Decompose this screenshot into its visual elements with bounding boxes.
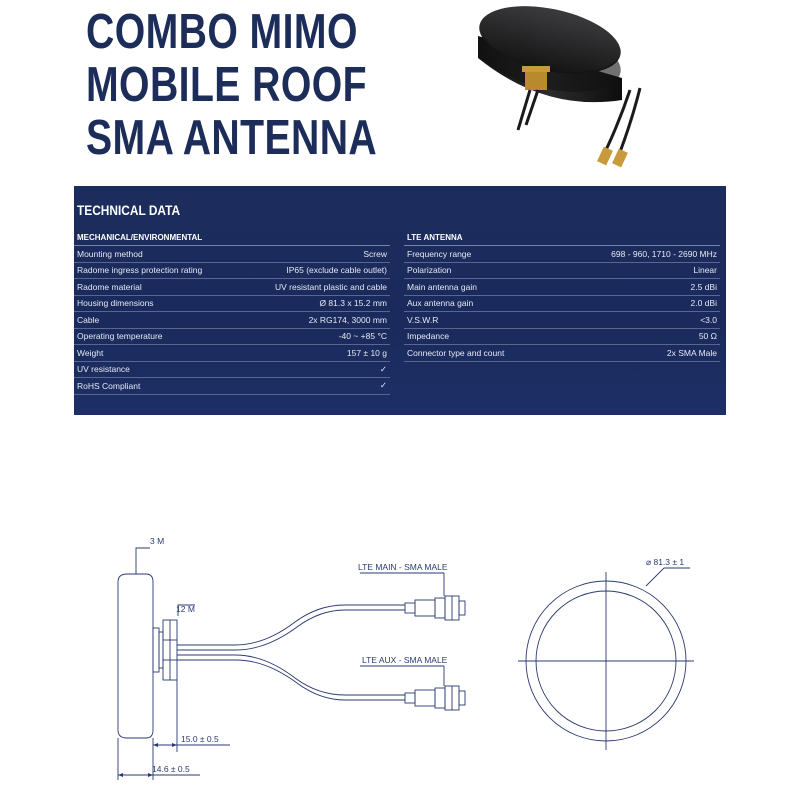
technical-drawing <box>0 520 800 800</box>
label-12m: 12 M <box>176 604 195 614</box>
technical-data-panel <box>74 186 726 415</box>
check-icon: ✓ <box>379 363 387 374</box>
table-row: Main antenna gain 2.5 dBi <box>404 279 720 296</box>
table-row: RoHS Compliant ✓ <box>74 378 390 395</box>
table-row: Radome material UV resistant plastic and cable <box>74 279 390 296</box>
table-row: Weight 157 ± 10 g <box>74 345 390 362</box>
page-title <box>86 6 377 165</box>
title-line-2: MOBILE ROOF <box>86 58 367 112</box>
lte-antenna-table <box>404 230 720 362</box>
label-3m: 3 M <box>150 536 165 546</box>
title-line-3: SMA ANTENNA <box>86 111 378 165</box>
table-row: Polarization Linear <box>404 263 720 280</box>
mechanical-heading: MECHANICAL/ENVIRONMENTAL <box>74 230 390 246</box>
check-icon: ✓ <box>379 380 387 391</box>
table-row: Aux antenna gain 2.0 dBi <box>404 296 720 313</box>
table-row: V.S.W.R <3.0 <box>404 312 720 329</box>
table-row: Housing dimensions Ø 81.3 x 15.2 mm <box>74 296 390 313</box>
label-diameter: ⌀ 81.3 ± 1 <box>646 557 685 567</box>
table-row: UV resistance ✓ <box>74 362 390 379</box>
title-line-1: COMBO MIMO <box>86 5 358 59</box>
table-row: Mounting method Screw <box>74 246 390 263</box>
lte-heading: LTE ANTENNA <box>404 230 720 246</box>
table-row: Impedance 50 Ω <box>404 329 720 346</box>
label-15mm: 15.0 ± 0.5 <box>181 734 219 744</box>
label-lte-aux: LTE AUX - SMA MALE <box>362 655 448 665</box>
label-lte-main: LTE MAIN - SMA MALE <box>358 562 448 572</box>
table-row: Operating temperature -40 ~ +85 °C <box>74 329 390 346</box>
technical-data-title: TECHNICAL DATA <box>77 202 181 218</box>
antenna-product-photo <box>470 0 670 175</box>
table-row: Radome ingress protection rating IP65 (exclude cable outlet) <box>74 263 390 280</box>
table-row: Frequency range 698 - 960, 1710 - 2690 MHz <box>404 246 720 263</box>
table-row: Cable 2x RG174, 3000 mm <box>74 312 390 329</box>
table-row: Connector type and count 2x SMA Male <box>404 345 720 362</box>
label-14-6mm: 14.6 ± 0.5 <box>152 764 190 774</box>
mechanical-table <box>74 230 390 395</box>
